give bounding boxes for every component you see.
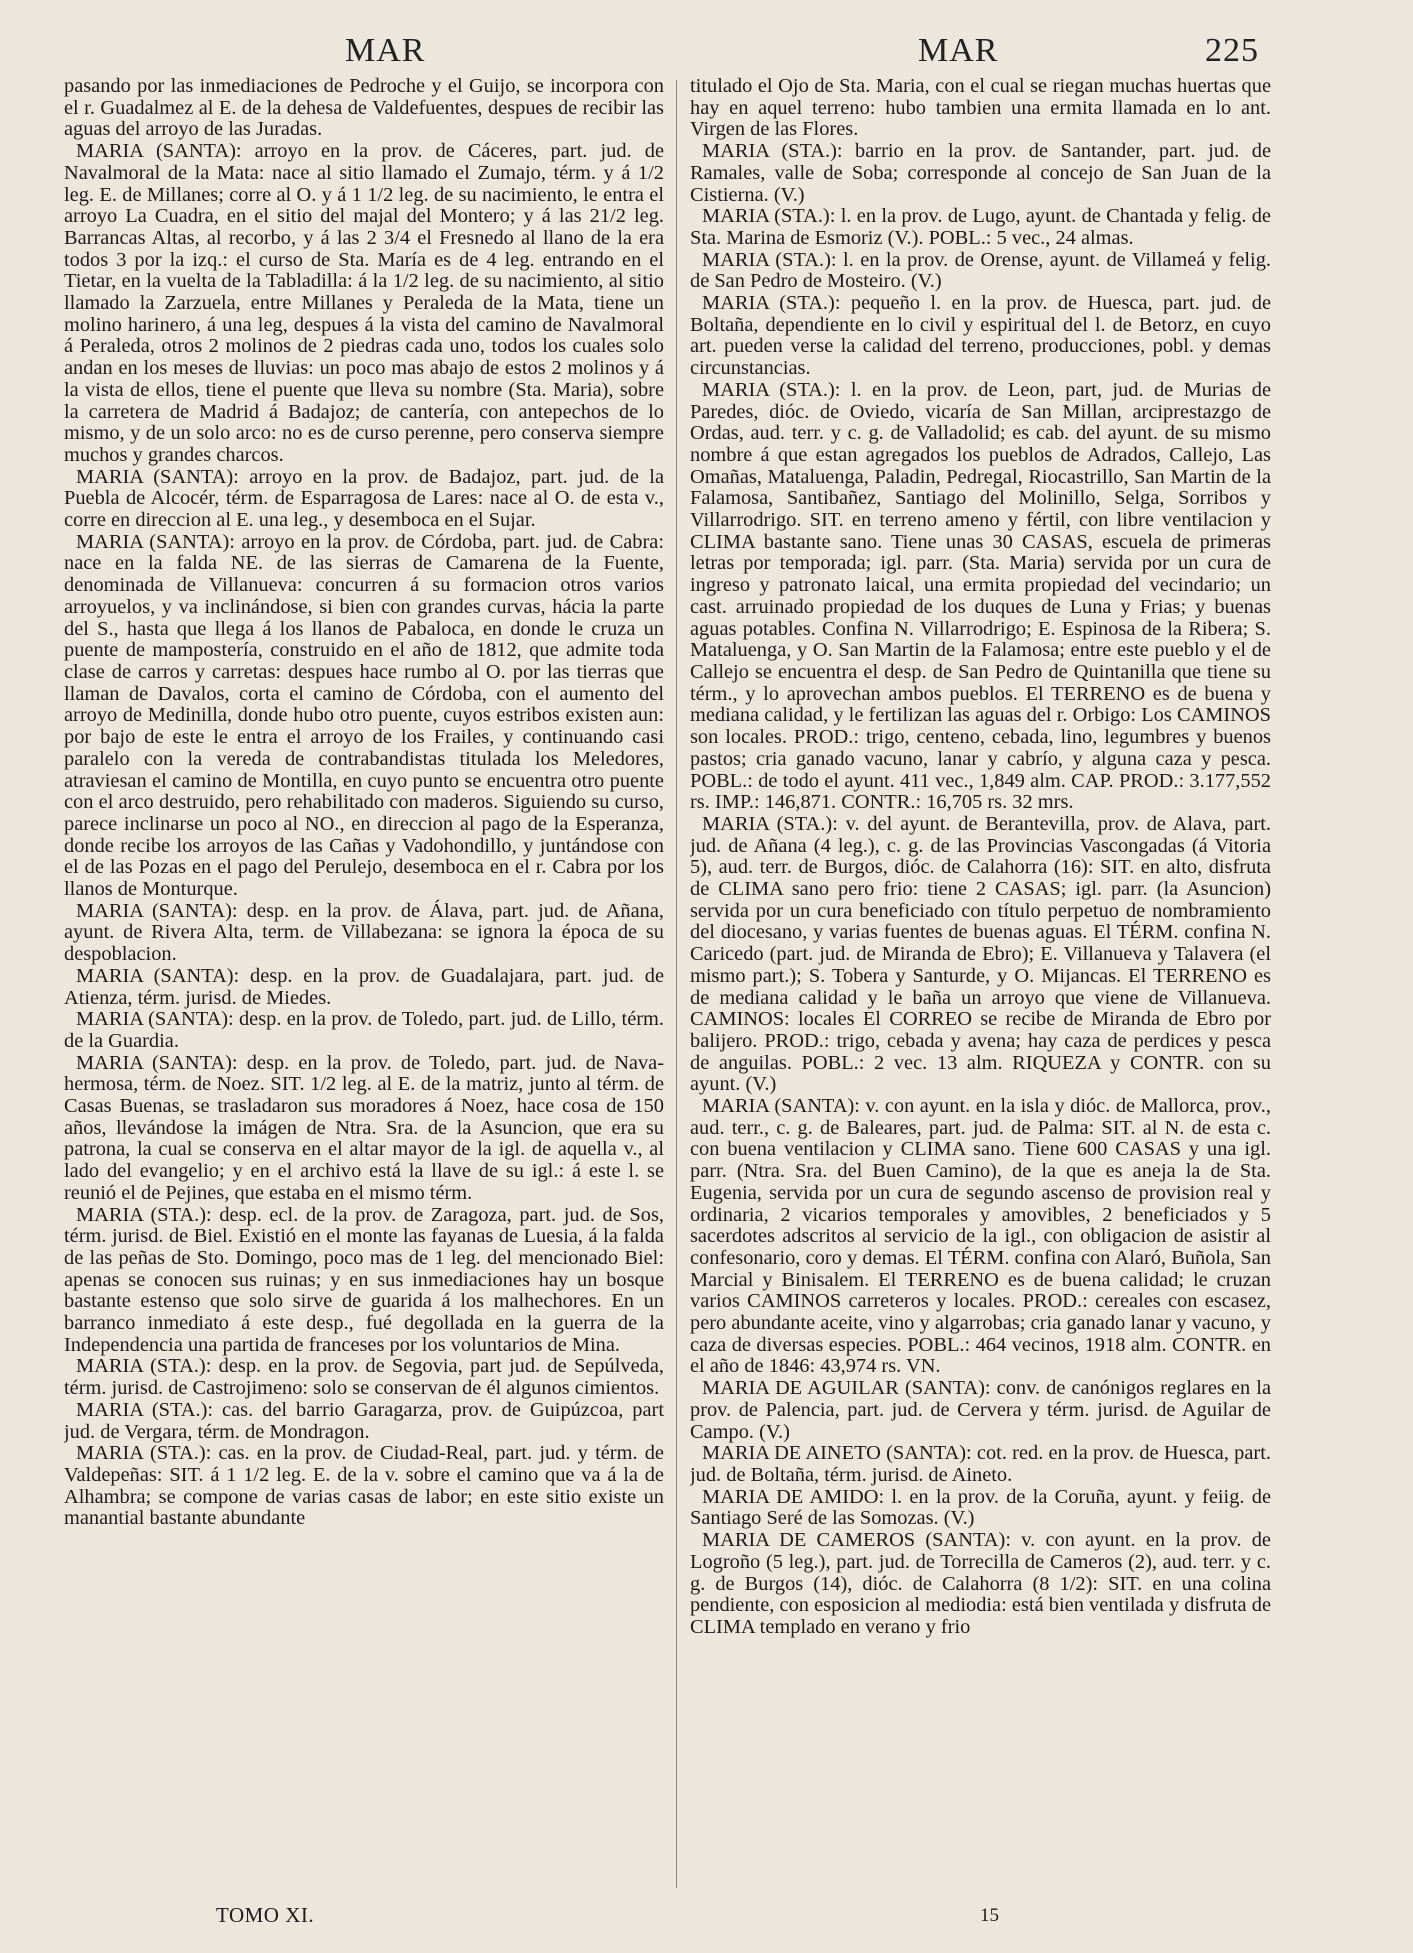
right-column xyxy=(690,76,1271,1905)
entry-paragraph: MARIA (STA.): desp. ecl. de la prov. de Zaragoza, part. jud. de Sos, térm. jurisd. de Biel. Existió en el monte las fayanas de Luesia, á la falda de las peñas de Sto. Domingo, poco mas de 1 leg. del mencionado Biel: apenas se conocen sus ruinas; y en sus inmediaciones hay un bosque bastante estenso que solo sirve de guarida á los malhechores. En un barranco inmediato á este desp., fué degollada en la guerra de la Independencia una partida de franceses por los voluntarios de Mina. xyxy=(64,1203,664,1356)
entry-paragraph: MARIA (SANTA): v. con ayunt. en la isla y dióc. de Mallorca, prov., aud. terr., c. g. de Baleares, part. jud. de Palma: SIT. al N. de esta c. con buena ventilacion y CLIMA sano. Tiene 600 CASAS y una igl. parr. (Ntra. Sra. del Buen Camino), de la que es aneja la de Sta. Eugenia, servida por un cura de segundo ascenso de provision real y ordinaria, 2 vicarios temporales y amovibles, 2 beneficiados y 5 sacerdotes adscritos al servicio de la igl., con obligacion de asistir al confesonario, coro y demas. El TÉRM. confina con Alaró, Buñola, San Marcial y Binisalem. El TERRENO es de buena calidad; le cruzan varios CAMINOS carreteros y locales. PROD.: cereales con escasez, pero abundante aceite, vino y algarrobas; cria ganado lanar y vacuno, y caza de diversas especies. POBL.: 464 vecinos, 1918 alm. CONTR. en el año de 1846: 43,974 rs. VN. xyxy=(690,1095,1271,1378)
entry-paragraph: pasando por las inmediaciones de Pedroche y el Guijo, se incorpora con el r. Guadalmez al E. de la dehesa de Valdefuentes, despues de recibir las aguas del arroyo de las Juradas. xyxy=(64,76,664,141)
entry-paragraph: MARIA DE CAMEROS (SANTA): v. con ayunt. en la prov. de Logroño (5 leg.), part. jud. de Torrecilla de Cameros (2), aud. terr. y c. g. de Burgos (14), dióc. de Calahorra (8 1/2): SIT. en una colina pendiente, con esposicion al mediodia: está bien ventilada y disfruta de CLIMA templado en verano y frio xyxy=(690,1529,1271,1638)
entry-paragraph: MARIA DE AMIDO: l. en la prov. de la Coruña, ayunt. y feiig. de Santiago Seré de las Somozas. (V.) xyxy=(690,1485,1271,1530)
entry-paragraph: MARIA (STA.): pequeño l. en la prov. de Huesca, part. jud. de Boltaña, dependiente en lo civil y espiritual del l. de Betorz, en cuyo art. pueden verse la calidad del terreno, producciones, pobl. y demas circunstancias. xyxy=(690,292,1271,380)
left-column xyxy=(64,76,664,1905)
entry-paragraph: MARIA (STA.): cas. en la prov. de Ciudad-Real, part. jud. y térm. de Valdepeñas: SIT. á 1 1/2 leg. E. de la v. sobre el camino que va á la de Alhambra; se compone de varias casas de labor; en este sitio existe un manantial bastante abundante xyxy=(64,1442,664,1530)
entry-paragraph: MARIA (SANTA): desp. en la prov. de Toledo, part. jud. de Nava-hermosa, térm. de Noez. SIT. 1/2 leg. al E. de la matriz, junto al térm. de Casas Buenas, se trasladaron sus moradores á Noez, hace cosa de 150 años, llevándose la imágen de Ntra. Sra. de la Asuncion, que era su patrona, la cual se conserva en el altar mayor de la igl. de aquella v., al lado del evangelio; y en el archivo está la llave de su igl.: á este l. se reunió el de Pejines, que estaba en el mismo térm. xyxy=(64,1051,664,1204)
signature-mark: 15 xyxy=(980,1905,999,1926)
entry-paragraph: MARIA DE AGUILAR (SANTA): conv. de canónigos reglares en la prov. de Palencia, part. jud. de Cervera y térm. jurisd. de Aguilar de Campo. (V.) xyxy=(690,1377,1271,1443)
entry-paragraph: MARIA (STA.): v. del ayunt. de Berantevilla, prov. de Alava, part. jud. de Añana (4 leg.), c. g. de las Provincias Vascongadas (á Vitoria 5), aud. terr. de Burgos, dióc. de Calahorra (16): SIT. en alto, disfruta de CLIMA sano pero frio: tiene 2 CASAS; igl. parr. (la Asuncion) servida por un cura beneficiado con título perpetuo de nombramiento del diocesano, y varias fuentes de buenas aguas. El TÉRM. confina N. Caricedo (part. jud. de Miranda de Ebro); E. Villanueva y Talavera (el mismo part.); S. Tobera y Santurde, y O. Mijancas. El TERRENO es de mediana calidad y le baña un arroyo que viene de Villanueva. CAMINOS: locales El CORREO se recibe de Miranda de Ebro por balijero. PROD.: trigo, cebada y avena; hay caza de perdices y pesca de anguilas. POBL.: 2 vec. 13 alm. RIQUEZA y CONTR. con su ayunt. (V.) xyxy=(690,812,1271,1096)
entry-paragraph: MARIA (SANTA): arroyo en la prov. de Cáceres, part. jud. de Navalmoral de la Mata: nace al sitio llamado el Zumajo, térm. y á 1/2 leg. E. de Millanes; corre al O. y á 1 1/2 leg. de su nacimiento, le entra el arroyo La Cuadra, en el sitio del majal del Montero; y á las 21/2 leg. Barrancas Altas, al recorbo, y á las 2 3/4 el Fresnedo al llano de la era todos 3 por la izq.: el curso de Sta. María es de 4 leg. entrando en el Tietar, en la vuelta de la Tabladilla: á la 1/2 leg. de su nacimiento, al sitio llamado la Zarzuela, entre Millanes y Peraleda de la Mata, tiene un molino harinero, á una leg, despues á la vista del camino de Navalmoral á Peraleda, otros 2 molinos de 2 piedras cada uno, todos los cuales solo andan en los meses de lluvias: un poco mas abajo de estos 2 molinos y á la vista de ellos, tiene el puente que lleva su nombre (Sta. Maria), sobre la carretera de Madrid á Badajoz; de cantería, con antepechos de lo mismo, y de un solo arco: no es de curso perenne, pero conserva siempre muchos y grandes charcos. xyxy=(64,140,664,466)
running-head-left: MAR xyxy=(345,32,426,69)
volume-footer: TOMO XI. xyxy=(216,1903,315,1927)
running-head-right: MAR xyxy=(918,32,999,69)
entry-paragraph: MARIA (SANTA): arroyo en la prov. de Córdoba, part. jud. de Cabra: nace en la falda NE. de las sierras de Camarena de la Fuente, denominada de Villanueva: concurren á su formacion otros varios arroyuelos, y va inclinándose, si bien con grandes curvas, hácia la parte del S., hasta que llega á los llanos de Pabaloca, en donde le cruza un puente de mampostería, construido en el año de 1812, que admite toda clase de carros y carretas: despues hace rumbo al O. por las tierras que llaman de Davalos, corta el camino de Córdoba, con el aumento del arroyo de Medinilla, donde hubo otro puente, cuyos estribos existen aun: por bajo de este le entra el arroyo de los Frailes, y continuando casi paralelo con la vereda de contrabandistas titulada los Meledores, atraviesan el camino de Montilla, en cuyo punto se encuentra otro puente con el arco destruido, pero rehabilitado con maderos. Siguiendo su curso, parece inclinarse un poco al NO., en direccion al pago de la Esperanza, donde recibe los arroyos de las Cañas y Vadohondillo, y juntándose con el de las Pozas en el pago del Perulejo, desemboca en el r. Cabra por los llanos de Monturque. xyxy=(64,530,664,901)
entry-paragraph: MARIA (SANTA): arroyo en la prov. de Badajoz, part. jud. de la Puebla de Alcocér, térm. de Esparragosa de Lares: nace al O. de esta v., corre en direccion al E. una leg., y desemboca en el Sujar. xyxy=(64,465,664,532)
page-number: 225 xyxy=(1205,32,1259,69)
column-divider xyxy=(676,80,677,1888)
entry-paragraph: MARIA (SANTA): desp. en la prov. de Álava, part. jud. de Añana, ayunt. de Rivera Alta, term. de Villabezana: se ignora la época de su despoblacion. xyxy=(64,899,664,966)
entry-paragraph: MARIA (STA.): cas. del barrio Garagarza, prov. de Guipúzcoa, part jud. de Vergara, térm. de Mondragon. xyxy=(64,1398,664,1443)
entry-paragraph: MARIA DE AINETO (SANTA): cot. red. en la prov. de Huesca, part. jud. de Boltaña, térm. jurisd. de Aineto. xyxy=(690,1442,1271,1486)
entry-paragraph: MARIA (SANTA): desp. en la prov. de Toledo, part. jud. de Lillo, térm. de la Guardia. xyxy=(64,1008,664,1052)
entry-paragraph: MARIA (STA.): desp. en la prov. de Segovia, part jud. de Sepúlveda, térm. jurisd. de Castrojimeno: solo se conservan de él algunos cimientos. xyxy=(64,1355,664,1400)
entry-paragraph: MARIA (STA.): l. en la prov. de Lugo, ayunt. de Chantada y felig. de Sta. Marina de Esmoriz (V.). POBL.: 5 vec., 24 almas. xyxy=(690,205,1271,249)
entry-paragraph: MARIA (STA.): l. en la prov. de Leon, part, jud. de Murias de Paredes, dióc. de Oviedo, vicaría de San Millan, arciprestazgo de Ordas, aud. terr. y c. g. de Valladolid; es cab. del ayunt. de su mismo nombre á que estan agregados los pueblos de Adrados, Callejo, Las Omañas, Mataluenga, Paladin, Pedregal, Riocastrillo, San Martin de la Falamosa, Santibañez, Santiago del Molinillo, Selga, Sorribos y Villarrodrigo. SIT. en terreno ameno y fértil, con libre ventilacion y CLIMA bastante sano. Tiene unas 30 CASAS, escuela de primeras letras por temporada; igl. parr. (Sta. Maria) servida por un cura de ingreso y patronato laical, una ermita propiedad del vecindario; un cast. arruinado propiedad de los duques de Luna y Frias; y buenas aguas potables. Confina N. Villarrodrigo; E. Espinosa de la Ribera; S. Mataluenga, y O. San Martin de la Falamosa; entre este pueblo y el de Callejo se encuentra el desp. de San Pedro de Quintanilla que tiene su térm., y lo aprovechan ambos pueblos. El TERRENO es de buena y mediana calidad, y le fertilizan las aguas del r. Orbigo: Los CAMINOS son locales. PROD.: trigo, centeno, cebada, lino, legumbres y buenos pastos; cria ganado vacuno, lanar y cabrío, y alguna caza y pesca. POBL.: de todo el ayunt. 411 vec., 1,849 alm. CAP. PROD.: 3.177,552 rs. IMP.: 146,871. CONTR.: 16,705 rs. 32 mrs. xyxy=(690,378,1271,814)
entry-paragraph: MARIA (SANTA): desp. en la prov. de Guadalajara, part. jud. de Atienza, térm. jurisd. de Miedes. xyxy=(64,964,664,1009)
entry-paragraph: titulado el Ojo de Sta. Maria, con el cual se riegan muchas huertas que hay en aquel terreno: hubo tambien una ermita llamada en lo ant. Virgen de las Flores. xyxy=(690,76,1271,141)
entry-paragraph: MARIA (STA.): l. en la prov. de Orense, ayunt. de Villameá y felig. de San Pedro de Mosteiro. (V.) xyxy=(690,248,1271,293)
entry-paragraph: MARIA (STA.): barrio en la prov. de Santander, part. jud. de Ramales, valle de Soba; corresponde al concejo de San Juan de la Cistierna. (V.) xyxy=(690,140,1271,206)
